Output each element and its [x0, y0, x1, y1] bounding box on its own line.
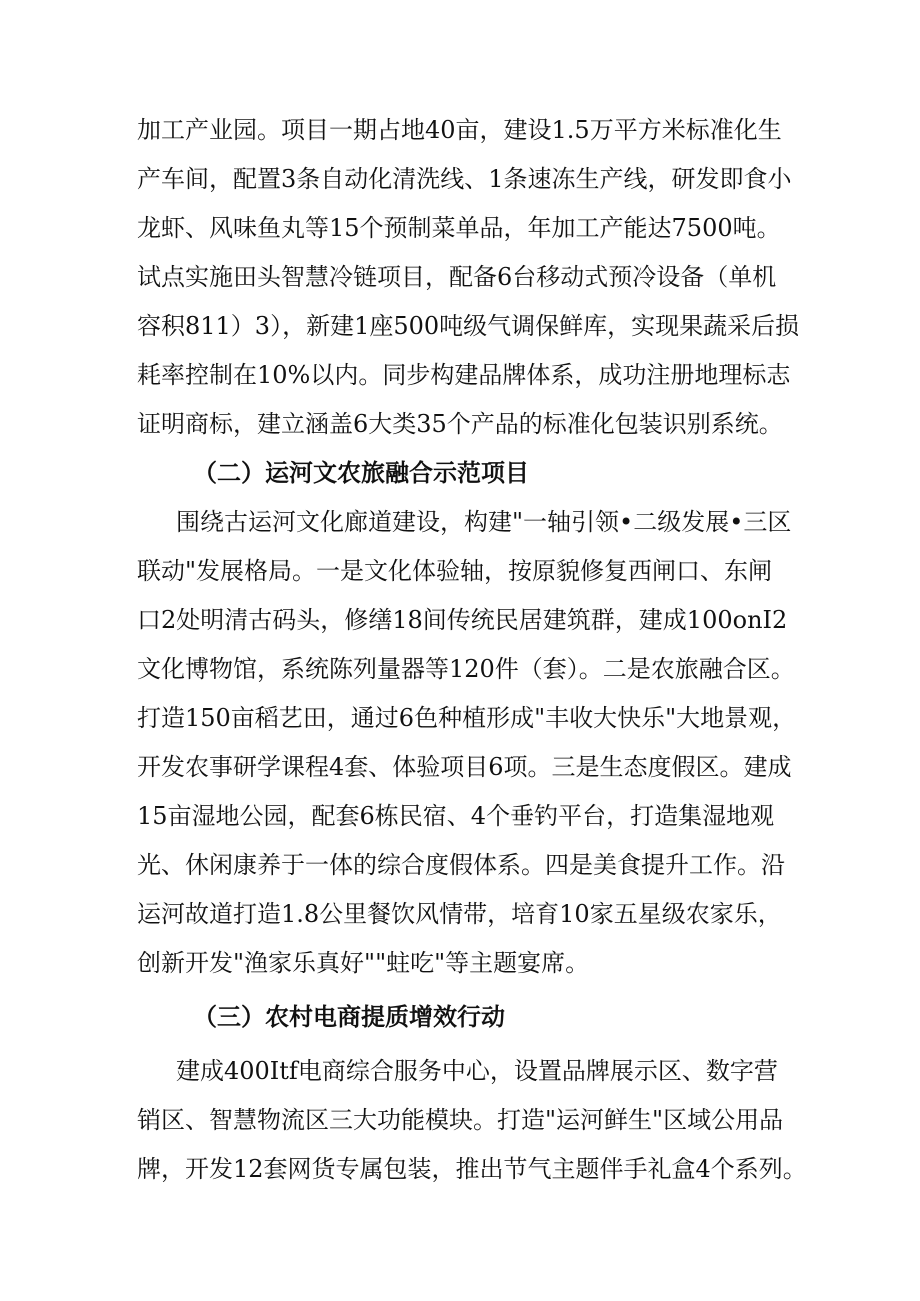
body-line: 试点实施田头智慧冷链项目，配备6台移动式预冷设备（单机 [137, 263, 777, 291]
body-line: 运河故道打造1.8公里餐饮风情带，培育10家五星级农家乐， [137, 900, 782, 928]
paragraph-first-line: 围绕古运河文化廊道建设，构建"一轴引领•二级发展•三区 [176, 508, 792, 536]
body-line: 打造150亩稻艺田，通过6色种植形成"丰收大快乐"大地景观， [137, 704, 797, 732]
body-line: 证明商标，建立涵盖6大类35个产品的标准化包装识别系统。 [137, 410, 783, 438]
body-line: 文化博物馆，系统陈列量器等120件（套）。二是农旅融合区。 [137, 655, 795, 683]
body-line: 联动"发展格局。一是文化体验轴，按原貌修复西闸口、东闸 [137, 557, 773, 585]
body-line: 开发农事研学课程4套、体验项目6项。三是生态度假区。建成 [137, 753, 792, 781]
body-line: 牌，开发12套网货专属包装，推出节气主题伴手礼盒4个系列。 [137, 1155, 807, 1183]
body-line: 销区、智慧物流区三大功能模块。打造"运河鲜生"区域公用品 [137, 1106, 784, 1134]
body-line: 加工产业园。项目一期占地40亩，建设1.5万平方米标准化生 [137, 116, 782, 144]
body-line: 容积811）3），新建1座500吨级气调保鲜库，实现果蔬采后损 [137, 312, 800, 340]
body-line: 光、休闲康养于一体的综合度假体系。四是美食提升工作。沿 [137, 851, 785, 879]
body-line: 创新开发"渔家乐真好""蛀吃"等主题宴席。 [137, 949, 590, 977]
section-heading-2: （二）运河文农旅融合示范项目 [193, 459, 529, 487]
body-line: 龙虾、风味鱼丸等15个预制菜单品，年加工产能达7500吨。 [137, 214, 781, 242]
body-line: 产车间，配置3条自动化清洗线、1条速冻生产线，研发即食小 [137, 165, 792, 193]
body-line: 耗率控制在10%以内。同步构建品牌体系，成功注册地理标志 [137, 361, 791, 389]
body-line: 口2处明清古码头，修缮18间传统民居建筑群，建成100onI2 [137, 606, 788, 634]
body-line: 15亩湿地公园，配套6栋民宿、4个垂钓平台，打造集湿地观 [137, 802, 775, 830]
paragraph-first-line: 建成400Itf电商综合服务中心，设置品牌展示区、数字营 [176, 1057, 778, 1085]
section-heading-3: （三）农村电商提质增效行动 [193, 1003, 505, 1031]
